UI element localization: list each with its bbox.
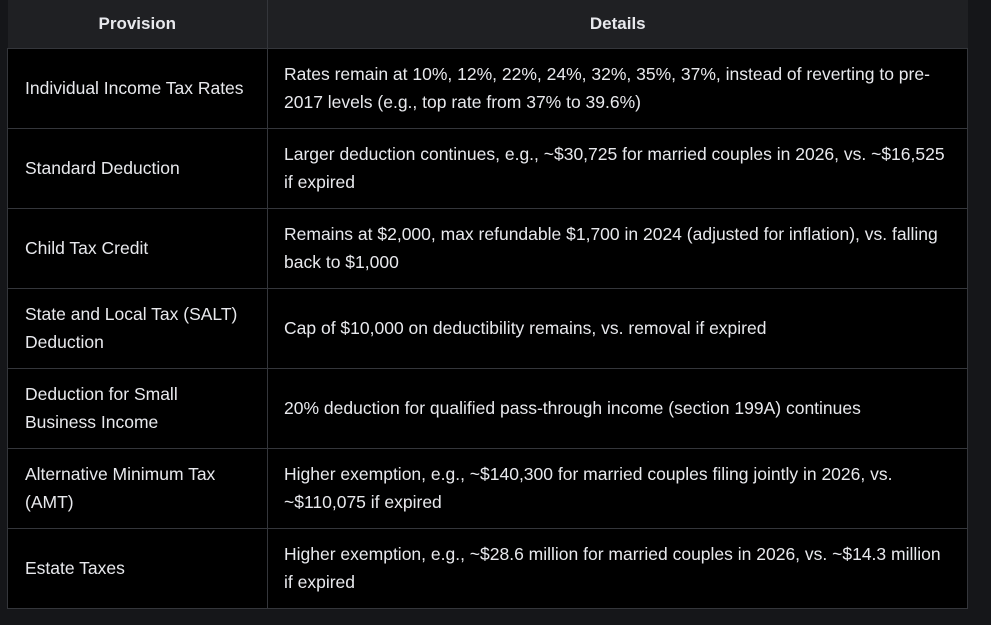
details-cell: Higher exemption, e.g., ~$140,300 for married couples filing jointly in 2026, vs. ~$110,075 if expired xyxy=(268,448,968,528)
table-row xyxy=(8,448,968,528)
details-cell: Rates remain at 10%, 12%, 22%, 24%, 32%, 35%, 37%, instead of reverting to pre-2017 levels (e.g., top rate from 37% to 39.6%) xyxy=(268,48,968,128)
provision-cell: Alternative Minimum Tax (AMT) xyxy=(8,448,268,528)
tax-provisions-table xyxy=(7,0,968,609)
details-cell: Higher exemption, e.g., ~$28.6 million for married couples in 2026, vs. ~$14.3 million if expired xyxy=(268,528,968,608)
provision-cell: Individual Income Tax Rates xyxy=(8,48,268,128)
table-row xyxy=(8,48,968,128)
provision-cell: Deduction for Small Business Income xyxy=(8,368,268,448)
table-row xyxy=(8,288,968,368)
details-cell: Remains at $2,000, max refundable $1,700 in 2024 (adjusted for inflation), vs. falling back to $1,000 xyxy=(268,208,968,288)
details-cell: Cap of $10,000 on deductibility remains, vs. removal if expired xyxy=(268,288,968,368)
column-header-details: Details xyxy=(589,13,646,33)
table-row xyxy=(8,368,968,448)
header-row xyxy=(8,0,968,48)
table-row xyxy=(8,128,968,208)
provision-cell: Standard Deduction xyxy=(8,128,268,208)
details-cell: Larger deduction continues, e.g., ~$30,725 for married couples in 2026, vs. ~$16,525 if expired xyxy=(268,128,968,208)
table-body xyxy=(8,48,968,608)
table-row xyxy=(8,208,968,288)
tax-provisions-table-container xyxy=(7,0,967,609)
provision-cell: State and Local Tax (SALT) Deduction xyxy=(8,288,268,368)
provision-cell: Estate Taxes xyxy=(8,528,268,608)
table-header xyxy=(8,0,968,48)
table-row xyxy=(8,528,968,608)
provision-cell: Child Tax Credit xyxy=(8,208,268,288)
column-header-provision: Provision xyxy=(8,0,268,48)
details-cell: 20% deduction for qualified pass-through income (section 199A) continues xyxy=(268,368,968,448)
